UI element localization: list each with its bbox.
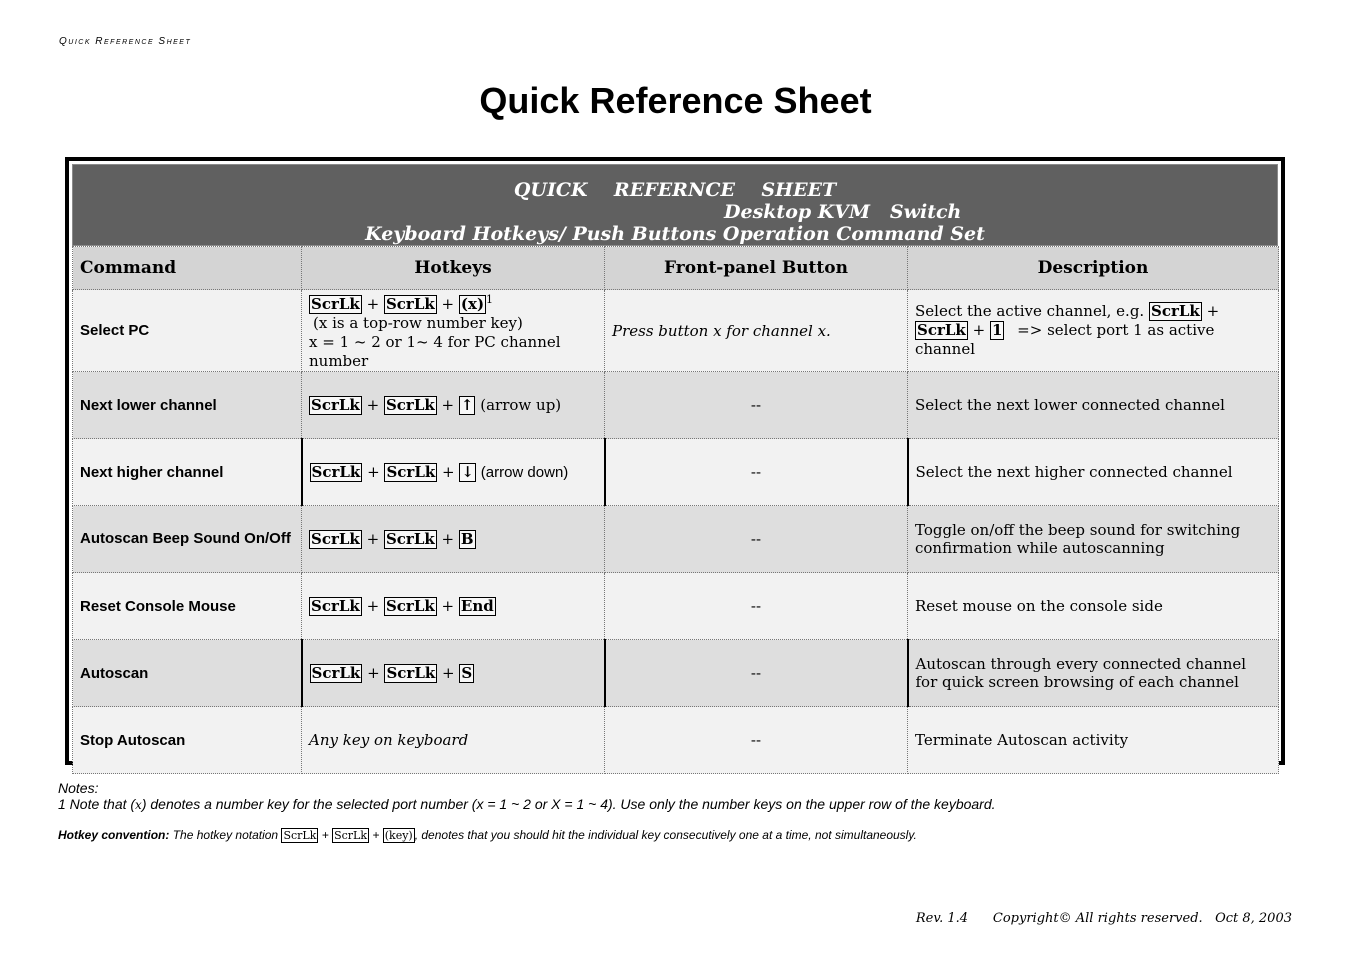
description-cell: Select the next higher connected channel <box>908 439 1279 506</box>
copyright: Copyright© All rights reserved. <box>992 911 1203 926</box>
key-scrlk: ScrLk <box>311 295 360 313</box>
key-scrlk: ScrLk <box>386 663 436 682</box>
key-scrlk: ScrLk <box>311 395 360 414</box>
command-cell: Reset Console Mouse <box>73 573 302 640</box>
description-cell: Terminate Autoscan activity <box>908 707 1279 774</box>
column-header-command: Command <box>73 247 302 290</box>
plus-sign: + <box>441 529 455 548</box>
command-cell: Autoscan <box>73 640 302 707</box>
key-scrlk: ScrLk <box>334 829 368 842</box>
hotkey-cell <box>302 573 605 640</box>
command-cell: Next higher channel <box>73 439 302 506</box>
hotkey-cell <box>302 290 605 372</box>
convention-text: The hotkey notation <box>172 828 279 842</box>
plus-sign: + <box>366 596 380 615</box>
page-footer <box>916 911 1292 926</box>
description-cell: Toggle on/off the beep sound for switching confirmation while autoscanning <box>908 506 1279 573</box>
convention-label: Hotkey convention: <box>58 828 170 842</box>
plus-sign: + <box>321 828 329 842</box>
column-header-hotkeys: Hotkeys <box>302 247 605 290</box>
arrow-up-icon: ↑ <box>460 395 474 414</box>
description-cell: Select the next lower connected channel <box>908 372 1279 439</box>
hotkey-convention <box>58 828 917 843</box>
plus-sign: + <box>441 596 455 615</box>
running-header: Quick Reference Sheet <box>59 36 192 47</box>
revision: Rev. 1.4 <box>915 911 969 926</box>
convention-text: , denotes that you should hit the individual key consecutively one at a time, not simultaneously. <box>414 828 917 842</box>
plus-sign: + <box>366 295 380 313</box>
notes-text: ) denotes a number key for the selected port number (x = 1 ~ 2 or X = 1 ~ 4). Use only the number keys on the upper row of the keyboard. <box>141 796 996 812</box>
key-scrlk: ScrLk <box>917 321 966 339</box>
column-header-description: Description <box>908 247 1279 290</box>
key-scrlk: ScrLk <box>385 529 435 548</box>
hotkey-cell <box>302 506 605 573</box>
plus-sign: + <box>367 462 380 481</box>
notes-x: x <box>135 798 142 812</box>
key-scrlk: ScrLk <box>283 829 317 842</box>
key-scrlk: ScrLk <box>385 295 435 313</box>
front-panel-cell: -- <box>605 439 908 506</box>
key-scrlk: ScrLk <box>385 395 435 414</box>
table-row <box>73 640 1279 707</box>
command-cell: Stop Autoscan <box>73 707 302 774</box>
command-cell: Autoscan Beep Sound On/Off <box>73 506 302 573</box>
hotkey-suffix: (arrow down) <box>480 463 569 481</box>
banner-line-1: QUICK REFERNCE SHEET <box>513 179 837 201</box>
notes-section <box>58 780 996 813</box>
command-cell: Next lower channel <box>73 372 302 439</box>
banner-line-2: Desktop KVM Switch <box>724 201 962 223</box>
key-scrlk: ScrLk <box>311 663 361 682</box>
hotkey-note: (x is a top-row number key) <box>313 314 523 332</box>
front-panel-cell: -- <box>605 640 908 707</box>
column-header-front-panel: Front-panel Button <box>605 247 908 290</box>
table-banner <box>72 164 1278 246</box>
plus-sign: + <box>366 395 380 414</box>
key-scrlk: ScrLk <box>385 596 435 615</box>
footer-date: Oct 8, 2003 <box>1215 911 1292 926</box>
table-row <box>73 372 1279 439</box>
plus-sign: + <box>367 663 380 682</box>
notes-heading: Notes: <box>58 780 99 796</box>
table-row <box>73 439 1279 506</box>
arrow-down-icon: ↓ <box>461 462 474 481</box>
description-cell: Reset mouse on the console side <box>908 573 1279 640</box>
key-end: End <box>460 596 494 615</box>
plus-sign: + <box>441 395 455 414</box>
plus-sign: + <box>372 828 380 842</box>
hotkey-cell <box>302 439 605 506</box>
table-row <box>73 290 1279 372</box>
key-scrlk: ScrLk <box>311 462 361 481</box>
hotkey-suffix: (arrow up) <box>480 395 562 414</box>
description-cell <box>908 290 1279 372</box>
command-table <box>72 246 1279 774</box>
front-panel-cell: -- <box>605 372 908 439</box>
front-panel-cell: Press button x for channel x. <box>605 290 908 372</box>
key-scrlk: ScrLk <box>311 529 360 548</box>
notes-line <box>58 796 996 813</box>
front-panel-cell: -- <box>605 506 908 573</box>
key-scrlk: ScrLk <box>1150 302 1200 320</box>
hotkey-cell <box>302 372 605 439</box>
front-panel-cell: -- <box>605 573 908 640</box>
hotkey-cell <box>302 640 605 707</box>
plus-sign: + <box>442 663 455 682</box>
description-text: Select the active channel, e.g. <box>915 302 1145 320</box>
key-scrlk: ScrLk <box>386 462 436 481</box>
key-1: 1 <box>991 321 1003 339</box>
table-header-row <box>73 247 1279 290</box>
banner-line-3: Keyboard Hotkeys/ Push Buttons Operation Command Set <box>365 223 985 245</box>
hotkey-cell: Any key on keyboard <box>302 707 605 774</box>
plus-sign: + <box>441 295 455 313</box>
key-s: S <box>461 663 473 682</box>
plus-sign: + <box>442 462 455 481</box>
plus-sign: + <box>972 321 986 339</box>
hotkey-note: x = 1 ~ 2 or 1~ 4 for PC channel number <box>309 333 561 370</box>
table-row <box>73 573 1279 640</box>
plus-sign: + <box>366 529 380 548</box>
table-row <box>73 506 1279 573</box>
table-row <box>73 707 1279 774</box>
description-cell: Autoscan through every connected channel for quick screen browsing of each channel <box>908 640 1279 707</box>
key-x: (x) <box>460 295 485 313</box>
notes-text: 1 Note that ( <box>58 796 136 812</box>
key-generic: (key) <box>384 829 413 842</box>
footnote-marker: 1 <box>486 293 494 306</box>
key-scrlk: ScrLk <box>311 596 360 615</box>
plus-sign: + <box>1206 302 1220 320</box>
page-title: Quick Reference Sheet <box>479 80 872 121</box>
reference-table-frame <box>65 157 1285 765</box>
front-panel-cell: -- <box>605 707 908 774</box>
description-text: => select port 1 as active channel <box>915 321 1215 358</box>
key-b: B <box>460 529 474 548</box>
command-cell: Select PC <box>73 290 302 372</box>
